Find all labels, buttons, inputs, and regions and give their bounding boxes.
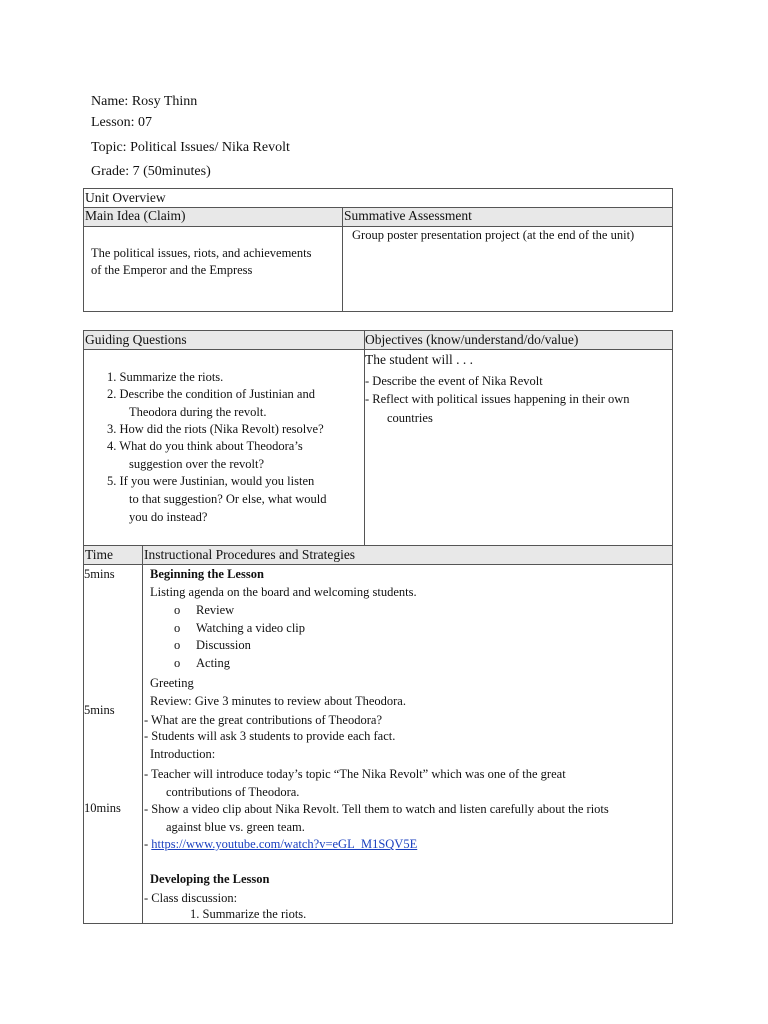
question-1: 1. Summarize the riots. [107,370,224,384]
bullet-2: o [174,621,181,635]
bullet-4: o [174,656,181,670]
objective-1: - Describe the event of Nika Revolt [365,374,543,388]
youtube-link[interactable]: https://www.youtube.com/watch?v=eGL_M1SQV5E [151,837,418,851]
bullet-1: o [174,603,181,617]
agenda-item-4: Acting [196,656,231,670]
grade-duration: Grade: 7 (50minutes) [91,164,211,179]
time-1: 5mins [84,567,115,581]
time-label: Time [85,547,114,562]
procedures-table [83,545,673,924]
guiding-questions-label: Guiding Questions [85,332,187,347]
review-question: - What are the great contributions of Theodora? [144,713,382,727]
video-instruction: - Show a video clip about Nika Revolt. Tell them to watch and listen carefully about the riots [144,802,609,816]
review-text: Review: Give 3 minutes to review about Theodora. [150,694,406,708]
procedures-label: Instructional Procedures and Strategies [144,547,356,562]
question-4-cont: suggestion over the revolt? [129,457,265,471]
question-5-cont: to that suggestion? Or else, what would [129,492,327,506]
class-discussion: - Class discussion: [144,891,238,905]
question-5-cont-2: you do instead? [129,510,208,524]
main-idea-label: Main Idea (Claim) [85,208,186,223]
question-3: 3. How did the riots (Nika Revolt) resolve? [107,422,324,436]
objective-2: - Reflect with political issues happening in their own [365,392,630,406]
introduction-heading: Introduction: [150,747,216,761]
lesson-number: Lesson: 07 [91,115,153,130]
discussion-item-1: 1. Summarize the riots. [190,907,307,921]
review-students: - Students will ask 3 students to provide each fact. [144,729,396,743]
time-2: 5mins [84,703,115,717]
question-2-cont: Theodora during the revolt. [129,405,267,419]
agenda-item-2: Watching a video clip [196,621,306,635]
procedures-divider [142,546,143,923]
intro-topic-cont: contributions of Theodora. [166,785,300,799]
objectives-intro: The student will . . . [365,352,473,367]
agenda-item-3: Discussion [196,638,251,652]
objectives-label: Objectives (know/understand/do/value) [365,332,579,347]
main-idea-text: The political issues, riots, and achievements [91,246,312,260]
greeting-text: Greeting [150,676,194,690]
guiding-table [83,330,673,546]
link-line [144,837,417,852]
bullet-3: o [174,638,181,652]
summative-text: Group poster presentation project (at the end of the unit) [352,228,635,242]
video-instruction-cont: against blue vs. green team. [166,820,305,834]
time-3: 10mins [84,801,121,815]
main-idea-text-2: of the Emperor and the Empress [91,263,253,277]
summative-label: Summative Assessment [344,208,472,223]
unit-overview-title: Unit Overview [85,190,166,205]
agenda-item-1: Review [196,603,235,617]
agenda-text: Listing agenda on the board and welcoming students. [150,585,417,599]
unit-overview-table [83,188,673,312]
beginning-heading: Beginning the Lesson [150,567,264,581]
student-name: Name: Rosy Thinn [91,94,198,109]
link-dash: - [144,837,152,851]
question-5: 5. If you were Justinian, would you listen [107,474,315,488]
developing-heading: Developing the Lesson [150,872,270,886]
question-4: 4. What do you think about Theodora’s [107,439,303,453]
unit-divider [342,207,343,312]
question-2: 2. Describe the condition of Justinian and [107,387,315,401]
intro-topic: - Teacher will introduce today’s topic “The Nika Revolt” which was one of the great [144,767,566,781]
lesson-topic: Topic: Political Issues/ Nika Revolt [91,140,290,155]
objective-2-cont: countries [387,411,433,425]
